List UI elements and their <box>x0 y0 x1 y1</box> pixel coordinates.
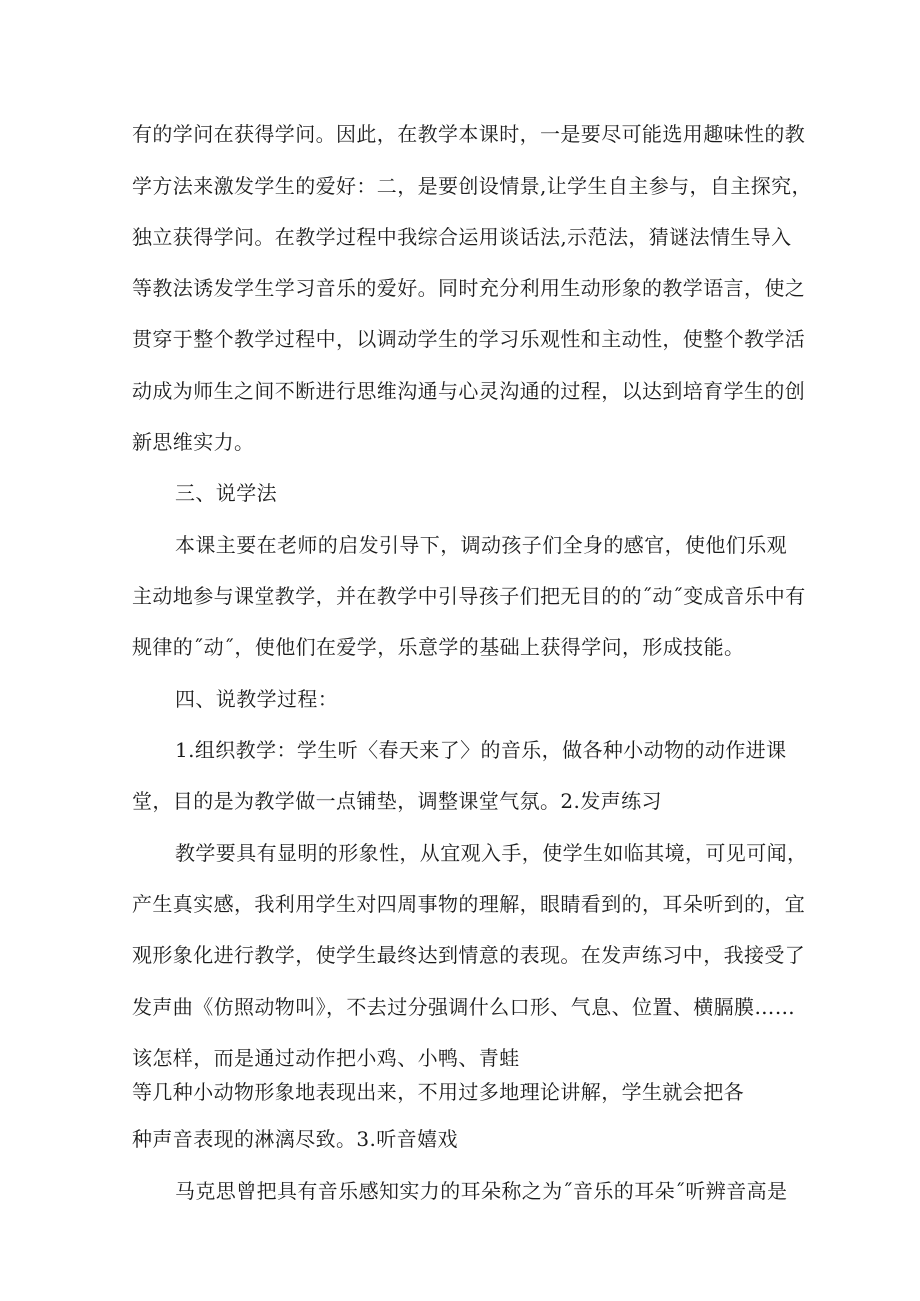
text-line: 马克思曾把具有音乐感知实力的耳朵称之为˝音乐的耳朵˝听辨音高是 <box>175 1179 788 1203</box>
text-line: 等几种小动物形象地表现出来，不用过多地理论讲解，学生就会把各 <box>132 1080 744 1104</box>
section-heading: 三、说学法 <box>175 481 277 505</box>
text-line: 贯穿于整个教学过程中，以调动学生的学习乐观性和主动性，使整个教学活 <box>132 327 806 351</box>
text-line: 1.组织教学：学生听〈春天来了〉的音乐，做各种小动物的动作进课 <box>175 738 787 762</box>
text-line: 新思维实力。 <box>132 430 255 454</box>
text-line: 主动地参与课堂教学，并在教学中引导孩子们把无目的的˝动˝变成音乐中有 <box>132 584 806 608</box>
text-line: 该怎样，而是通过动作把小鸡、小鸭、青蛙 <box>132 1046 520 1070</box>
section-heading: 四、说教学过程： <box>175 687 339 711</box>
text-line: 观形象化进行教学，使学生最终达到情意的表现。在发声练习中，我接受了 <box>132 943 806 967</box>
text-line: 等教法诱发学生学习音乐的爱好。同时充分利用生动形象的教学语言，使之 <box>132 276 806 300</box>
text-line: 堂，目的是为教学做一点铺垫，调整课堂气氛。2.发声练习 <box>132 789 662 813</box>
text-line: 规律的˝动˝，使他们在爱学，乐意学的基础上获得学问，形成技能。 <box>132 635 745 659</box>
text-line: 有的学问在获得学问。因此，在教学本课时，一是要尽可能选用趣味性的教 <box>132 122 806 146</box>
text-line: 本课主要在老师的启发引导下，调动孩子们全身的感官，使他们乐观 <box>175 533 787 557</box>
text-line: 独立获得学问。在教学过程中我综合运用谈话法,示范法，猜谜法情生导入 <box>132 225 792 249</box>
text-line: 教学要具有显明的形象性，从宜观入手，使学生如临其境，可见可闻， <box>175 841 808 865</box>
text-line: 学方法来激发学生的爱好：二，是要创设情景,让学生自主参与，自主探究， <box>132 174 812 198</box>
text-line: 动成为师生之间不断进行思维沟通与心灵沟通的过程，以达到培育学生的创 <box>132 379 806 403</box>
text-line: 发声曲《仿照动物叫》，不去过分强调什么口形、气息、位置、横膈膜…… <box>132 995 796 1019</box>
text-line: 产生真实感，我利用学生对四周事物的理解，眼睛看到的，耳朵听到的，宜 <box>132 892 806 916</box>
text-line: 种声音表现的淋漓尽致。3.听音嬉戏 <box>132 1127 458 1151</box>
